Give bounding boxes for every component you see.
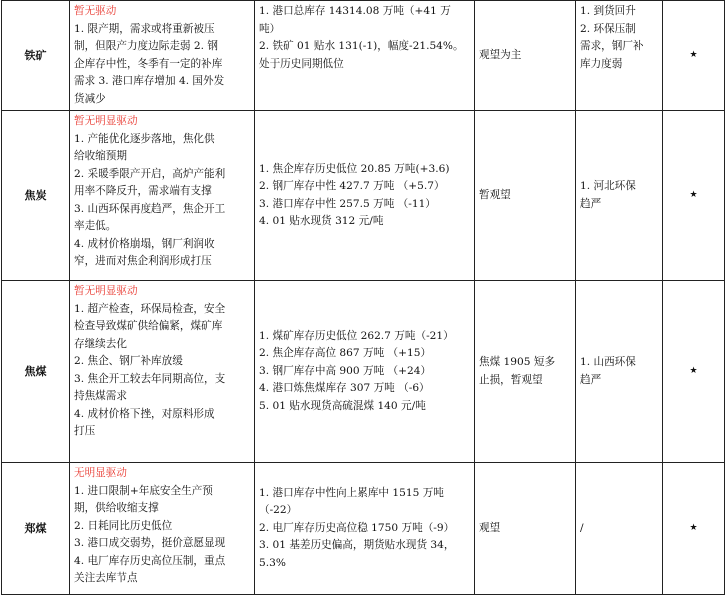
strategy-text: 焦煤 1905 短多 <box>479 356 556 368</box>
strategy-text: 止损，暂观望 <box>479 373 543 386</box>
risk-line: / <box>580 521 584 534</box>
logic-line: 企库存中性，冬季有一定的补库 <box>74 57 223 70</box>
commodity-name: 焦煤 <box>2 281 70 463</box>
logic-line: 期，供给收缩支撑 <box>74 502 159 514</box>
logic-line: 4. 成材价格下挫，对原料形成 <box>74 407 215 420</box>
commodity-name: 铁矿 <box>2 1 70 111</box>
data-line: 3. 01 基差历史偏高，期货贴水现货 34， <box>259 539 455 552</box>
data-cell <box>255 281 475 463</box>
risk-cell <box>576 463 663 595</box>
logic-line: 1. 限产期，需求或将重新被压 <box>74 22 215 35</box>
strategy-cell <box>475 281 576 463</box>
data-line: 1. 煤矿库存历史低位 262.7 万吨（-21） <box>259 329 454 342</box>
driver-label: 暂无明显驱动 <box>74 285 138 297</box>
data-line: 4. 港口炼焦煤库存 307 万吨 （-6） <box>259 382 430 395</box>
logic-line: 4. 电厂库存历史高位压制，重点 <box>74 554 226 567</box>
data-line: 1. 焦企库存历史低位 20.85 万吨(+3.6) <box>259 162 450 175</box>
logic-line: 给收缩预期 <box>74 150 127 162</box>
logic-line: 存继续去化 <box>74 337 127 350</box>
data-line: 1. 港口库存中性向上累库中 1515 万吨 <box>259 486 444 499</box>
strategy-text: 观望为主 <box>479 48 522 61</box>
risk-line: 趋严 <box>580 373 602 386</box>
logic-cell <box>70 463 255 595</box>
driver-label: 暂无驱动 <box>74 5 117 17</box>
logic-line: 3. 港口成交弱势，挺价意愿显现 <box>74 537 226 549</box>
logic-line: 关注去库节点 <box>74 572 138 584</box>
logic-line: 需求 3. 港口库存增加 4. 国外发 <box>74 75 225 87</box>
risk-line: 1. 到货回升 <box>580 5 636 17</box>
logic-cell <box>70 281 255 463</box>
data-line: （-22） <box>259 504 298 517</box>
data-line: 4. 01 贴水现货 312 元/吨 <box>259 215 384 227</box>
data-line: 处于历史同期低位 <box>259 57 344 70</box>
logic-line: 打压 <box>74 425 96 437</box>
commodity-name: 焦炭 <box>2 111 70 281</box>
data-line: 5.3% <box>259 556 286 569</box>
risk-line: 需求，钢厂补 <box>580 40 644 52</box>
logic-line: 3. 山西环保再度趋严，焦企开工 <box>74 202 226 215</box>
logic-line: 1. 进口限制+年底安全生产预 <box>74 484 213 497</box>
data-cell <box>255 111 475 281</box>
rating-star-icon: ★ <box>663 1 725 111</box>
data-line: 3. 钢厂库存中高 900 万吨 （+24） <box>259 364 432 377</box>
data-line: 2. 焦企库存高位 867 万吨 （+15） <box>259 347 432 360</box>
logic-line: 货减少 <box>74 92 106 105</box>
logic-line: 率走低。 <box>74 220 117 232</box>
risk-cell <box>576 1 663 111</box>
risk-line: 1. 河北环保 <box>580 180 636 192</box>
logic-line: 2. 焦企、钢厂补库放缓 <box>74 355 183 367</box>
logic-line: 制，但限产力度边际走弱 2. 钢 <box>74 40 218 52</box>
strategy-cell <box>475 1 576 111</box>
driver-label: 暂无明显驱动 <box>74 115 138 127</box>
risk-cell <box>576 281 663 463</box>
logic-line: 窄，进而对焦企利润形成打压 <box>74 255 212 267</box>
logic-line: 2. 采暖季限产开启，高炉产能利 <box>74 167 226 180</box>
rating-star-icon: ★ <box>663 111 725 281</box>
commodity-analysis-table <box>1 0 725 595</box>
logic-line: 1. 超产检查，环保局检查，安全 <box>74 302 226 315</box>
table-row-iron-ore <box>2 1 725 111</box>
risk-line: 1. 山西环保 <box>580 356 636 368</box>
commodity-name: 郑煤 <box>2 463 70 595</box>
strategy-text: 观望 <box>479 521 501 534</box>
strategy-text: 暂观望 <box>479 188 511 201</box>
logic-line: 用率不降反升，需求端有支撑 <box>74 185 212 197</box>
logic-line: 4. 成材价格崩塌，钢厂利润收 <box>74 237 215 250</box>
driver-label: 无明显驱动 <box>74 467 127 479</box>
data-line: 3. 港口库存中性 257.5 万吨 （-11） <box>259 197 436 210</box>
risk-line: 2. 环保压制 <box>580 22 636 35</box>
data-line: 2. 钢厂库存中性 427.7 万吨 （+5.7） <box>259 180 445 192</box>
logic-line: 3. 焦企开工较去年同期高位，支 <box>74 372 226 385</box>
logic-cell <box>70 1 255 111</box>
logic-line: 2. 日耗同比历史低位 <box>74 519 173 532</box>
data-cell <box>255 463 475 595</box>
risk-cell <box>576 111 663 281</box>
rating-star-icon: ★ <box>663 281 725 463</box>
logic-line: 1. 产能优化逐步落地，焦化供 <box>74 132 215 145</box>
data-line: 5. 01 贴水现货高硫混煤 140 元/吨 <box>259 399 426 412</box>
data-line: 2. 铁矿 01 贴水 131(-1)，幅度-21.54%。 <box>259 40 464 52</box>
table-row-thermal-coal <box>2 463 725 595</box>
rating-star-icon: ★ <box>663 463 725 595</box>
data-line: 2. 电厂库存历史高位稳 1750 万吨（-9） <box>259 521 455 534</box>
strategy-cell <box>475 111 576 281</box>
logic-cell <box>70 111 255 281</box>
data-cell <box>255 1 475 111</box>
risk-line: 库力度弱 <box>580 57 623 70</box>
table-row-coke <box>2 111 725 281</box>
strategy-cell <box>475 463 576 595</box>
logic-line: 持焦煤需求 <box>74 390 127 402</box>
logic-line: 检查导致煤矿供给偏紧，煤矿库 <box>74 320 223 332</box>
data-line: 1. 港口总库存 14314.08 万吨（+41 万 <box>259 5 451 17</box>
risk-line: 趋严 <box>580 197 602 210</box>
data-line: 吨） <box>259 22 281 35</box>
table-row-coking-coal <box>2 281 725 463</box>
